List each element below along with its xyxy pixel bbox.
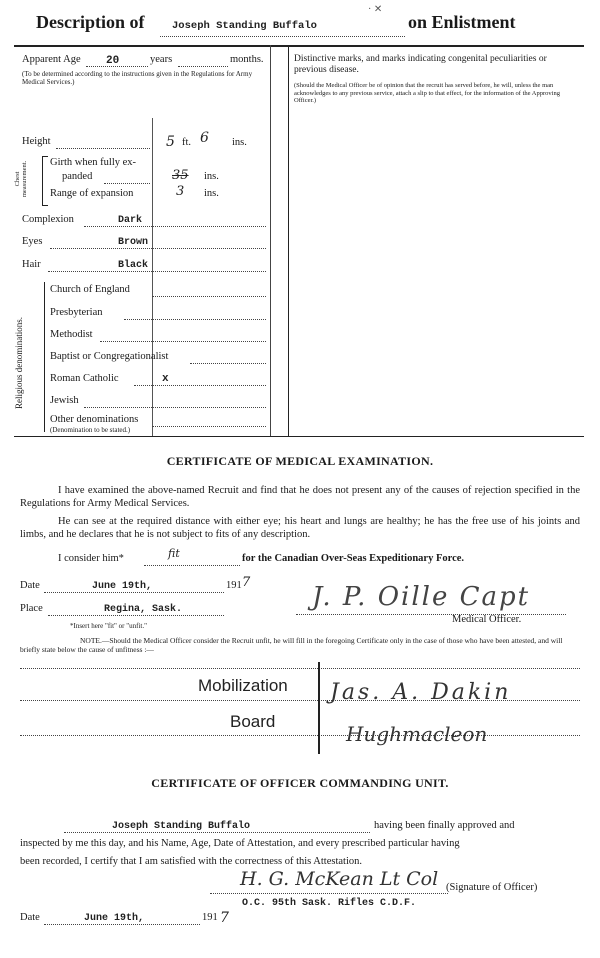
complexion-dots [84,226,266,227]
hair-dots [48,271,266,272]
medical-date-year: 191 [226,580,242,591]
religion-presbyterian: Presbyterian [50,307,103,318]
religion-roman-catholic: Roman Catholic [50,373,119,384]
girth-dots [104,183,150,184]
distinctive-marks-note: (Should the Medical Officer be of opinion that the recruit has served before, he will, unless the man acknowledges to any previous service, attach a slip to that effect, for the information of the Approving Officer.) [294,82,560,104]
nota-note: NOTE.—Should the Medical Officer consider the Recruit unfit, he will fill in the foregoing Certificate only in the case of those who have been attested, and will briefly state below the cause of unfitness :— [20,636,563,654]
religion-dots-0 [152,296,266,297]
height-dots [56,148,150,149]
unfitness-line-1 [20,668,580,669]
religion-dots-5 [84,407,266,408]
age-note: (To be determined according to the instructions given in the Regulations for Army Medical Services.) [22,70,253,86]
religion-dots-3 [190,363,266,364]
commanding-name-dots [64,832,370,833]
commanding-signature-dots [210,893,448,894]
eyes-value: Brown [118,237,149,248]
height-in-value: 6 [200,130,209,146]
table-top-rule [14,45,584,47]
apparent-age-label: Apparent Age [22,54,81,65]
ins-label: ins. [232,137,247,148]
place-dots [48,615,224,616]
medical-para-1: I have examined the above-named Recruit and find that he does not present any of the causes of rejection specified in the Regulations for Army Medical Services. [20,485,580,509]
table-divider-vertical [288,45,289,436]
months-dots [178,66,228,67]
consider-post: for the Canadian Over-Seas Expeditionary Force. [242,553,465,564]
consider-label: I consider him* [58,553,124,564]
range-label: Range of expansion [50,188,134,199]
recruit-name: Joseph Standing Buffalo [172,20,317,32]
medical-heading: CERTIFICATE OF MEDICAL EXAMINATION. [166,454,434,468]
girth-ins-label: ins. [204,171,219,182]
months-label: months. [230,54,264,65]
height-ft-value: 5 [166,134,175,150]
unfitness-line-3 [20,735,580,736]
religions-vertical-label: Religious denominations. [14,317,24,409]
years-label: years [150,54,173,65]
height-label: Height [22,136,51,147]
medical-date-label: Date [20,580,40,591]
eyes-label: Eyes [22,236,43,247]
medical-date-dots [44,592,224,593]
place-value: Regina, Sask. [104,604,183,615]
commanding-date-year: 191 [202,912,218,923]
religion-other: Other denominations [50,414,139,425]
denomination-note: (Denomination to be stated.) [50,426,131,434]
commanding-signature-caption: (Signature of Officer) [446,882,538,893]
commanding-signature: H. G. McKean Lt Col [240,868,439,890]
complexion-label: Complexion [22,214,74,225]
range-value: 3 [176,184,185,199]
stamp-board: Board [230,712,276,731]
commanding-heading: CERTIFICATE OF OFFICER COMMANDING UNIT. [151,776,449,790]
place-label: Place [20,603,43,614]
girth-value: 35 [172,168,189,183]
hair-label: Hair [22,259,41,270]
table-inner-right-rule [270,45,271,436]
commanding-line-3: been recorded, I certify that I am satisfied with the correctness of this Attestation. [20,856,363,867]
board-signature-1: Jas. A. Dakin [330,680,512,705]
religion-bracket-line [44,282,45,432]
medical-date-value: June 19th, [92,581,153,592]
table-bottom-rule [14,436,584,437]
medical-date-year-digit: 7 [242,575,251,590]
commanding-line-1: having been finally approved and [374,820,515,831]
hair-value: Black [118,260,149,271]
complexion-value: Dark [118,215,143,226]
medical-officer-signature: J. P. Oille Capt [312,582,531,612]
eyes-dots [50,248,266,249]
religion-church-of-england: Church of England [50,284,130,295]
board-signature-2: Hughmacleon [346,722,488,746]
stray-mark: · ✕ [368,4,383,15]
range-ins-label: ins. [204,188,219,199]
medical-para-2: He can see at the required distance with either eye; his heart and lungs are healthy; he has the free use of his joints and limbs, and he declares that he is not subject to fits of any description. [20,516,580,540]
commanding-date-year-digit: 7 [220,910,229,926]
religion-dots-4 [134,385,266,386]
chest-bracket [42,156,48,206]
commanding-officer-title: O.C. 95th Sask. Rifles C.D.F. [242,898,417,909]
consider-dots [144,565,240,566]
chest-vertical-label: Chest measurement. [14,160,28,198]
distinctive-marks-title: Distinctive marks, and marks indicating congenital peculiarities or previous disease. [294,54,547,75]
girth-label-1: Girth when fully ex- [50,157,137,168]
religion-dots-1 [124,319,266,320]
religion-dots-2 [100,341,266,342]
stamp-mobilization: Mobilization [198,676,288,695]
form-title-right: on Enlistment [408,12,516,32]
insert-note: *Insert here "fit" or "unfit." [70,622,147,630]
commanding-date-dots [44,924,200,925]
religion-dots-6 [152,426,266,427]
ft-label: ft. [182,137,192,148]
commanding-line-2: inspected by me this day, and his Name, Age, Date of Attestation, and every prescribed particular having [20,838,460,849]
commanding-name-value: Joseph Standing Buffalo [112,821,251,832]
table-inner-left-rule [152,118,153,436]
medical-officer-dots [296,614,566,615]
age-years-value: 20 [106,55,120,67]
religion-methodist: Methodist [50,329,93,340]
commanding-date-label: Date [20,912,40,923]
medical-officer-caption: Medical Officer. [452,614,522,625]
consider-value: fit [168,547,180,560]
commanding-date-value: June 19th, [84,913,145,924]
religion-jewish: Jewish [50,395,79,406]
roman-catholic-mark: x [162,373,169,385]
form-title-left: Description of [36,12,145,32]
stamp-divider [318,662,320,754]
religion-baptist: Baptist or Congregationalist [50,351,169,362]
title-dotted-line [160,36,405,37]
girth-label-2: panded [62,171,93,182]
